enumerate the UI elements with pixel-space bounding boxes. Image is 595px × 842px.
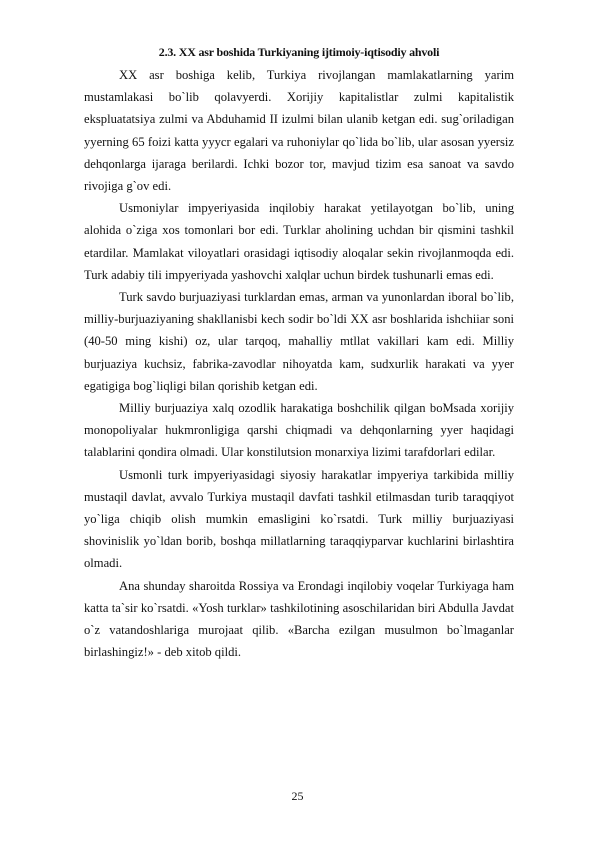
section-title: 2.3. XX asr boshida Turkiyaning ijtimoiy-iqtisodiy ahvoli (158, 45, 440, 59)
paragraph-6: Ana shunday sharoitda Rossiya va Erondagi inqilobiy voqelar Turkiyaga ham katta ta`sir ko`rsatdi. «Yosh turklar» tashkilotining asoschilaridan biri Abdulla Javdat o`z vatandoshlariga murojaat qilib. «Barcha ezilgan musulmon bo`lmaganlar birlashingiz!» - deb xitob qildi. (84, 578, 514, 660)
paragraph-3: Turk savdo burjuaziyasi turklardan emas, arman va yunonlardan iboral bo`lib, milliy-burjuaziyaning shakllanisbi kech sodir bo`ldi XX asr boshlarida ishchiiar soni (40-50 ming kishi) oz, ular tarqoq, mahalliy mtllat vakillari kam edi. Milliy burjuaziya kuchsiz, fabrika-zavodlar nihoyatda kam, sudxurlik harakati va yyer egatigiga bog`liqligi bilan qorishib ketgan edi. (84, 290, 514, 393)
paragraph-5: Usmonli turk impyeriyasidagi siyosiy harakatlar impyeriya tarkibida milliy mustaqil davlat, avvalo Turkiya mustaqil davfati tashkil etilmasdan turib taraqqiyot yo`liga chiqib olish mumkin emasligini ko`rsatdi. Turk milliy burjuaziyasi shovinislik yo`ldan borib, boshqa millatlarning taraqqiyparvar kuchlarini birlashtira olmadi. (84, 467, 514, 571)
paragraph-2: Usmoniylar impyeriyasida inqilobiy harakat yetilayotgan bo`lib, uning alohida o`ziga xos tomonlari bor edi. Turklar aholining uchdan bir qismini tashkil etardilar. Mamlakat viloyatlari orasidagi iqtisodiy aloqalar sekin rivojlanmoqda edi. Turk adabiy tili impyeriyada yashovchi xalqlar uchun birdek tushunarli emas edi. (84, 201, 514, 282)
paragraph-1: XX asr boshiga kelib, Turkiya rivojlangan mamlakatlarning yarim mustamlakasi bo`lib qolavyerdi. Xorijiy kapitalistlar zulmi kapitalistik ekspluatatsiya zulmi va Abduhamid II izulmi bilan ulanib ketgan edi. sug`oriladigan yyerning 65 foizi katta yyycr egalari va ruhoniylar qo`lida bo`lib, ular asosan yyersiz dehqonlarga ijaraga berilardi. Ichki bozor tor, mavjud tizim esa sanoat va savdo rivojiga g`ov edi. (84, 68, 514, 194)
paragraph-4: Milliy burjuaziya xalq ozodlik harakatiga boshchilik qilgan boMsada xorijiy monopoliyalar hukmronligiga qarshi chiqmadi va dehqonlarning yyer haqidagi talablarini qondira olmadi. Ular konstilutsion monarxiya lizimi tarafdorlari edilar. (84, 401, 514, 460)
page-number: 25 (291, 789, 304, 803)
document-page (84, 44, 514, 663)
